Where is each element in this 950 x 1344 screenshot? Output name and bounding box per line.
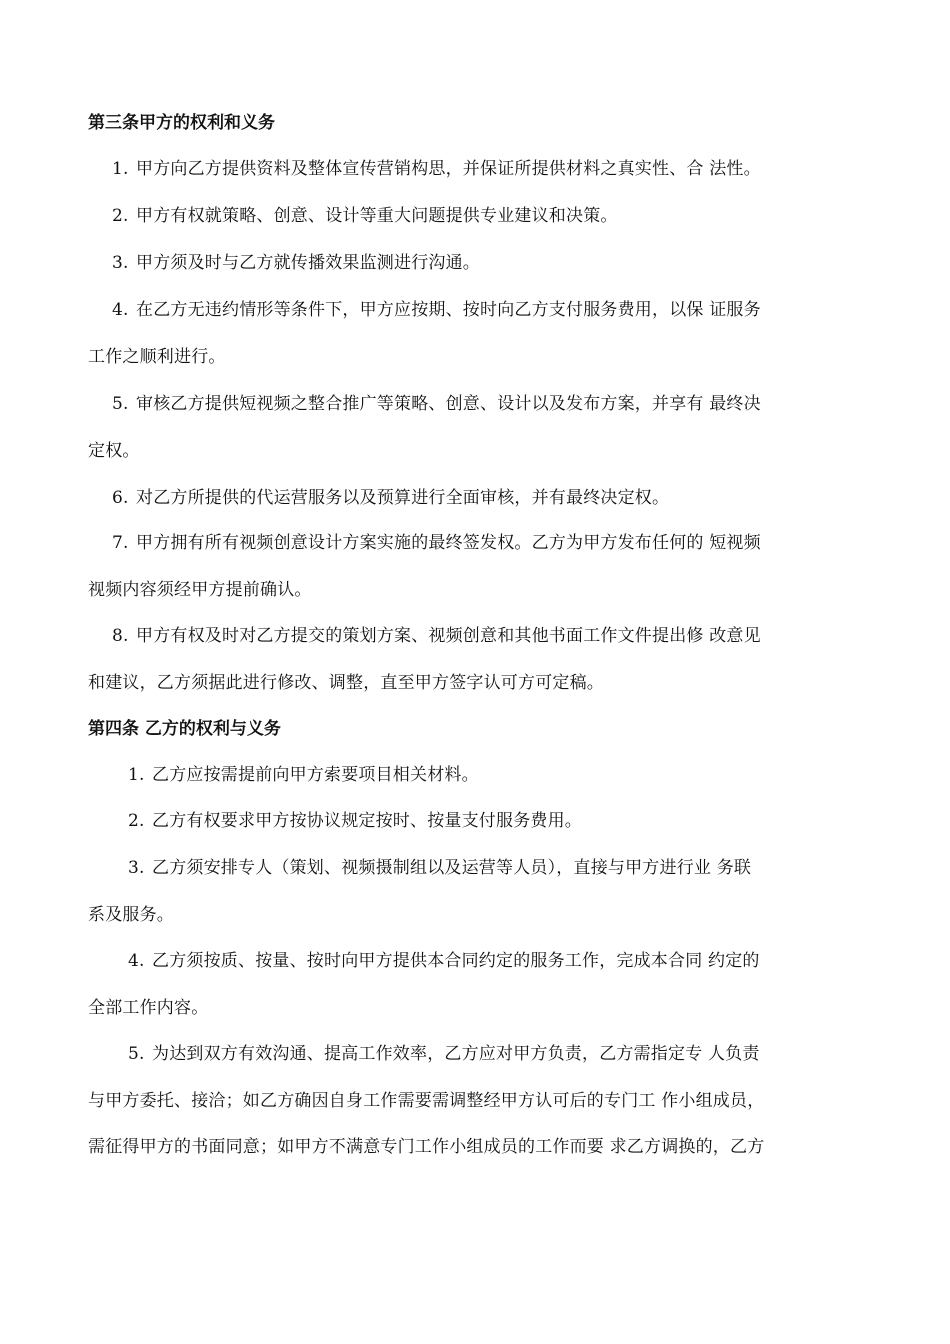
s3-item-3-number: 3. xyxy=(112,253,129,273)
s3-item-2-line-1: 2. 甲方有权就策略、创意、设计等重大问题提供专业建议和决策。 xyxy=(112,206,618,226)
s4-item-4-number: 4. xyxy=(128,951,145,971)
s3-item-6-number: 6. xyxy=(112,488,129,508)
s3-item-7-line-2: 视频内容须经甲方提前确认。 xyxy=(88,580,312,600)
s3-item-5-number: 5. xyxy=(112,394,129,414)
s3-item-4-line-2: 工作之顺利进行。 xyxy=(88,347,226,367)
s4-item-3-number: 3. xyxy=(128,858,145,878)
s3-item-1-line-1: 1. 甲方向乙方提供资料及整体宣传营销构思，并保证所提供材料之真实性、合 法性。 xyxy=(112,159,761,179)
s4-item-5-line-1: 5. 为达到双方有效沟通、提高工作效率，乙方应对甲方负责，乙方需指定专 人负责 xyxy=(128,1044,760,1064)
s4-item-4-line-1: 4. 乙方须按质、按量、按时向甲方提供本合同约定的服务工作，完成本合同 约定的 xyxy=(128,951,760,971)
s4-item-1-line-1: 1. 乙方应按需提前向甲方索要项目相关材料。 xyxy=(128,765,479,785)
s3-item-6-line-1: 6. 对乙方所提供的代运营服务以及预算进行全面审核，并有最终决定权。 xyxy=(112,488,670,508)
s3-item-8-line-1: 8. 甲方有权及时对乙方提交的策划方案、视频创意和其他书面工作文件提出修 改意见 xyxy=(112,626,761,646)
section-4-heading: 第四条 乙方的权利与义务 xyxy=(88,719,281,739)
s3-item-1-number: 1. xyxy=(112,159,129,179)
s3-item-5-line-1: 5. 审核乙方提供短视频之整合推广等策略、创意、设计以及发布方案，并享有 最终决 xyxy=(112,394,761,414)
s3-item-8-line-2: 和建议，乙方须据此进行修改、调整，直至甲方签字认可方可定稿。 xyxy=(88,673,604,693)
s4-item-2-line-1: 2. 乙方有权要求甲方按协议规定按时、按量支付服务费用。 xyxy=(128,811,582,831)
s4-item-1-number: 1. xyxy=(128,765,145,785)
s4-item-4-line-2: 全部工作内容。 xyxy=(88,998,209,1018)
s4-item-5-line-2: 与甲方委托、接洽；如乙方确因自身工作需要需调整经甲方认可后的专门工 作小组成员， xyxy=(88,1091,765,1111)
s4-item-3-line-1: 3. 乙方须安排专人（策划、视频摄制组以及运营等人员），直接与甲方进行业 务联 xyxy=(128,858,752,878)
s3-item-7-line-1: 7. 甲方拥有所有视频创意设计方案实施的最终签发权。乙方为甲方发布任何的 短视频 xyxy=(112,533,761,553)
s3-item-2-number: 2. xyxy=(112,206,129,226)
s4-item-5-number: 5. xyxy=(128,1044,145,1064)
s4-item-3-line-2: 系及服务。 xyxy=(88,905,174,925)
s3-item-7-number: 7. xyxy=(112,533,129,553)
s3-item-8-number: 8. xyxy=(112,626,129,646)
s3-item-5-line-2: 定权。 xyxy=(88,441,140,461)
s3-item-4-number: 4. xyxy=(112,300,129,320)
section-3-heading: 第三条甲方的权利和义务 xyxy=(88,113,275,133)
s4-item-2-number: 2. xyxy=(128,811,145,831)
s3-item-3-line-1: 3. 甲方须及时与乙方就传播效果监测进行沟通。 xyxy=(112,253,480,273)
s3-item-4-line-1: 4. 在乙方无违约情形等条件下，甲方应按期、按时向乙方支付服务费用，以保 证服务 xyxy=(112,300,761,320)
s4-item-5-line-3: 需征得甲方的书面同意；如甲方不满意专门工作小组成员的工作而要 求乙方调换的，乙方 xyxy=(88,1137,765,1157)
